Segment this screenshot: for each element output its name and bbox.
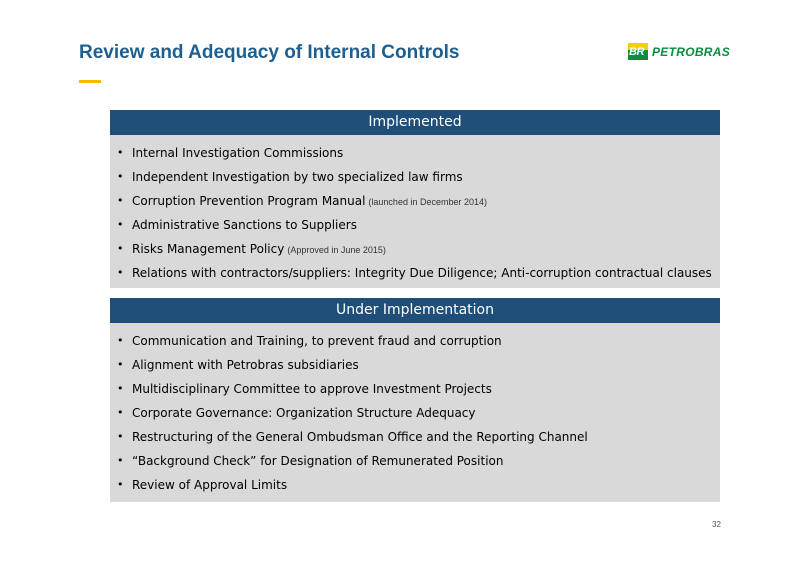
list-item — [110, 401, 720, 425]
item-text: “Background Check” for Designation of Remunerated Position — [132, 454, 504, 468]
list-item — [110, 237, 720, 261]
item-text: Review of Approval Limits — [132, 478, 288, 492]
implemented-list — [110, 135, 720, 285]
list-item — [110, 261, 720, 285]
logo-mark-text: BR — [629, 46, 644, 58]
petrobras-logo — [628, 43, 730, 60]
item-text: Administrative Sanctions to Suppliers — [132, 218, 357, 232]
implemented-panel — [110, 110, 720, 288]
item-text: Corruption Prevention Program Manual — [132, 194, 366, 208]
br-logo-icon — [628, 43, 648, 60]
list-item — [110, 449, 720, 473]
item-text: Internal Investigation Commissions — [132, 146, 344, 160]
item-text: Alignment with Petrobras subsidiaries — [132, 358, 359, 372]
item-note: (launched in December 2014) — [368, 197, 487, 207]
list-item — [110, 165, 720, 189]
item-text: Relations with contractors/suppliers: Integrity Due Diligence; Anti-corruption contractual clauses — [132, 266, 712, 280]
page-number: 32 — [712, 520, 721, 529]
list-item — [110, 425, 720, 449]
item-text: Multidisciplinary Committee to approve Investment Projects — [132, 382, 492, 396]
item-text: Corporate Governance: Organization Structure Adequacy — [132, 406, 476, 420]
logo-wordmark: PETROBRAS — [652, 44, 731, 59]
under-implementation-list — [110, 323, 720, 497]
item-text: Restructuring of the General Ombudsman Office and the Reporting Channel — [132, 430, 588, 444]
list-item — [110, 377, 720, 401]
list-item — [110, 353, 720, 377]
list-item — [110, 329, 720, 353]
item-text: Risks Management Policy — [132, 242, 285, 256]
implemented-header: Implemented — [110, 110, 720, 135]
item-text: Communication and Training, to prevent fraud and corruption — [132, 334, 502, 348]
under-implementation-panel — [110, 298, 720, 502]
item-text: Independent Investigation by two specialized law firms — [132, 170, 463, 184]
list-item — [110, 189, 720, 213]
title-accent-bar — [79, 80, 101, 83]
list-item — [110, 473, 720, 497]
item-note: (Approved in June 2015) — [287, 245, 386, 255]
list-item — [110, 213, 720, 237]
under-implementation-header: Under Implementation — [110, 298, 720, 323]
page-title: Review and Adequacy of Internal Controls — [79, 42, 460, 63]
list-item — [110, 141, 720, 165]
